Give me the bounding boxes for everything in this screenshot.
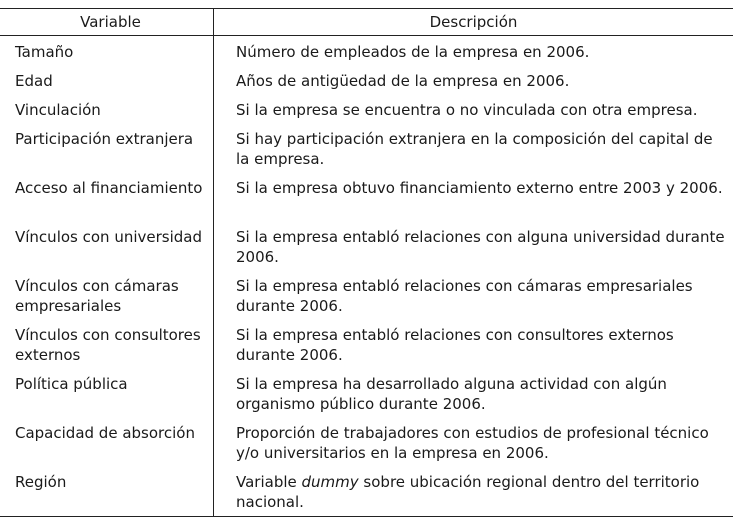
dummy-term: dummy bbox=[301, 473, 359, 491]
description-cell: Si hay participación extranjera en la composición del capital de la empresa. bbox=[236, 130, 713, 168]
description-column bbox=[213, 36, 733, 516]
variable-cell: Participación extranjera bbox=[15, 130, 194, 148]
description-cell: Si la empresa entabló relaciones con cámaras empresariales durante 2006. bbox=[236, 277, 693, 315]
variable-cell: Vínculos con consultores externos bbox=[15, 326, 201, 364]
variable-cell: Capacidad de absorción bbox=[15, 424, 195, 442]
variable-cell: Región bbox=[15, 473, 67, 491]
description-cell: Si la empresa entabló relaciones con alguna universidad durante 2006. bbox=[236, 228, 725, 266]
variable-cell: Vínculos con universidad bbox=[15, 228, 202, 246]
variable-cell: Acceso al financiamiento bbox=[15, 179, 203, 197]
description-cell: Número de empleados de la empresa en 2006. bbox=[236, 43, 590, 61]
description-cell: Proporción de trabajadores con estudios de profesional técnico y/o universitarios en la empresa en 2006. bbox=[236, 424, 709, 462]
table-body bbox=[0, 36, 733, 516]
header-description: Descripción bbox=[213, 9, 733, 35]
description-cell: Años de antigüedad de la empresa en 2006. bbox=[236, 72, 570, 90]
description-cell: Si la empresa se encuentra o no vinculada con otra empresa. bbox=[236, 101, 698, 119]
description-cell: Si la empresa obtuvo financiamiento externo entre 2003 y 2006. bbox=[236, 179, 723, 197]
variable-cell: Tamaño bbox=[15, 43, 74, 61]
description-cell: Si la empresa ha desarrollado alguna actividad con algún organismo público durante 2006. bbox=[236, 375, 667, 413]
variables-table bbox=[0, 8, 733, 517]
variable-cell: Política pública bbox=[15, 375, 128, 393]
variable-cell: Edad bbox=[15, 72, 53, 90]
description-cell: Si la empresa entabló relaciones con consultores externos durante 2006. bbox=[236, 326, 674, 364]
variable-cell: Vinculación bbox=[15, 101, 101, 119]
variable-column bbox=[0, 36, 213, 516]
table-header bbox=[0, 9, 733, 36]
variable-cell: Vínculos con cámaras empresariales bbox=[15, 277, 179, 315]
header-variable: Variable bbox=[80, 13, 141, 31]
description-text: Variable bbox=[236, 473, 302, 491]
description-cell bbox=[236, 472, 725, 512]
description-text: sobre ubicación regional dentro del territorio nacional. bbox=[236, 473, 700, 511]
